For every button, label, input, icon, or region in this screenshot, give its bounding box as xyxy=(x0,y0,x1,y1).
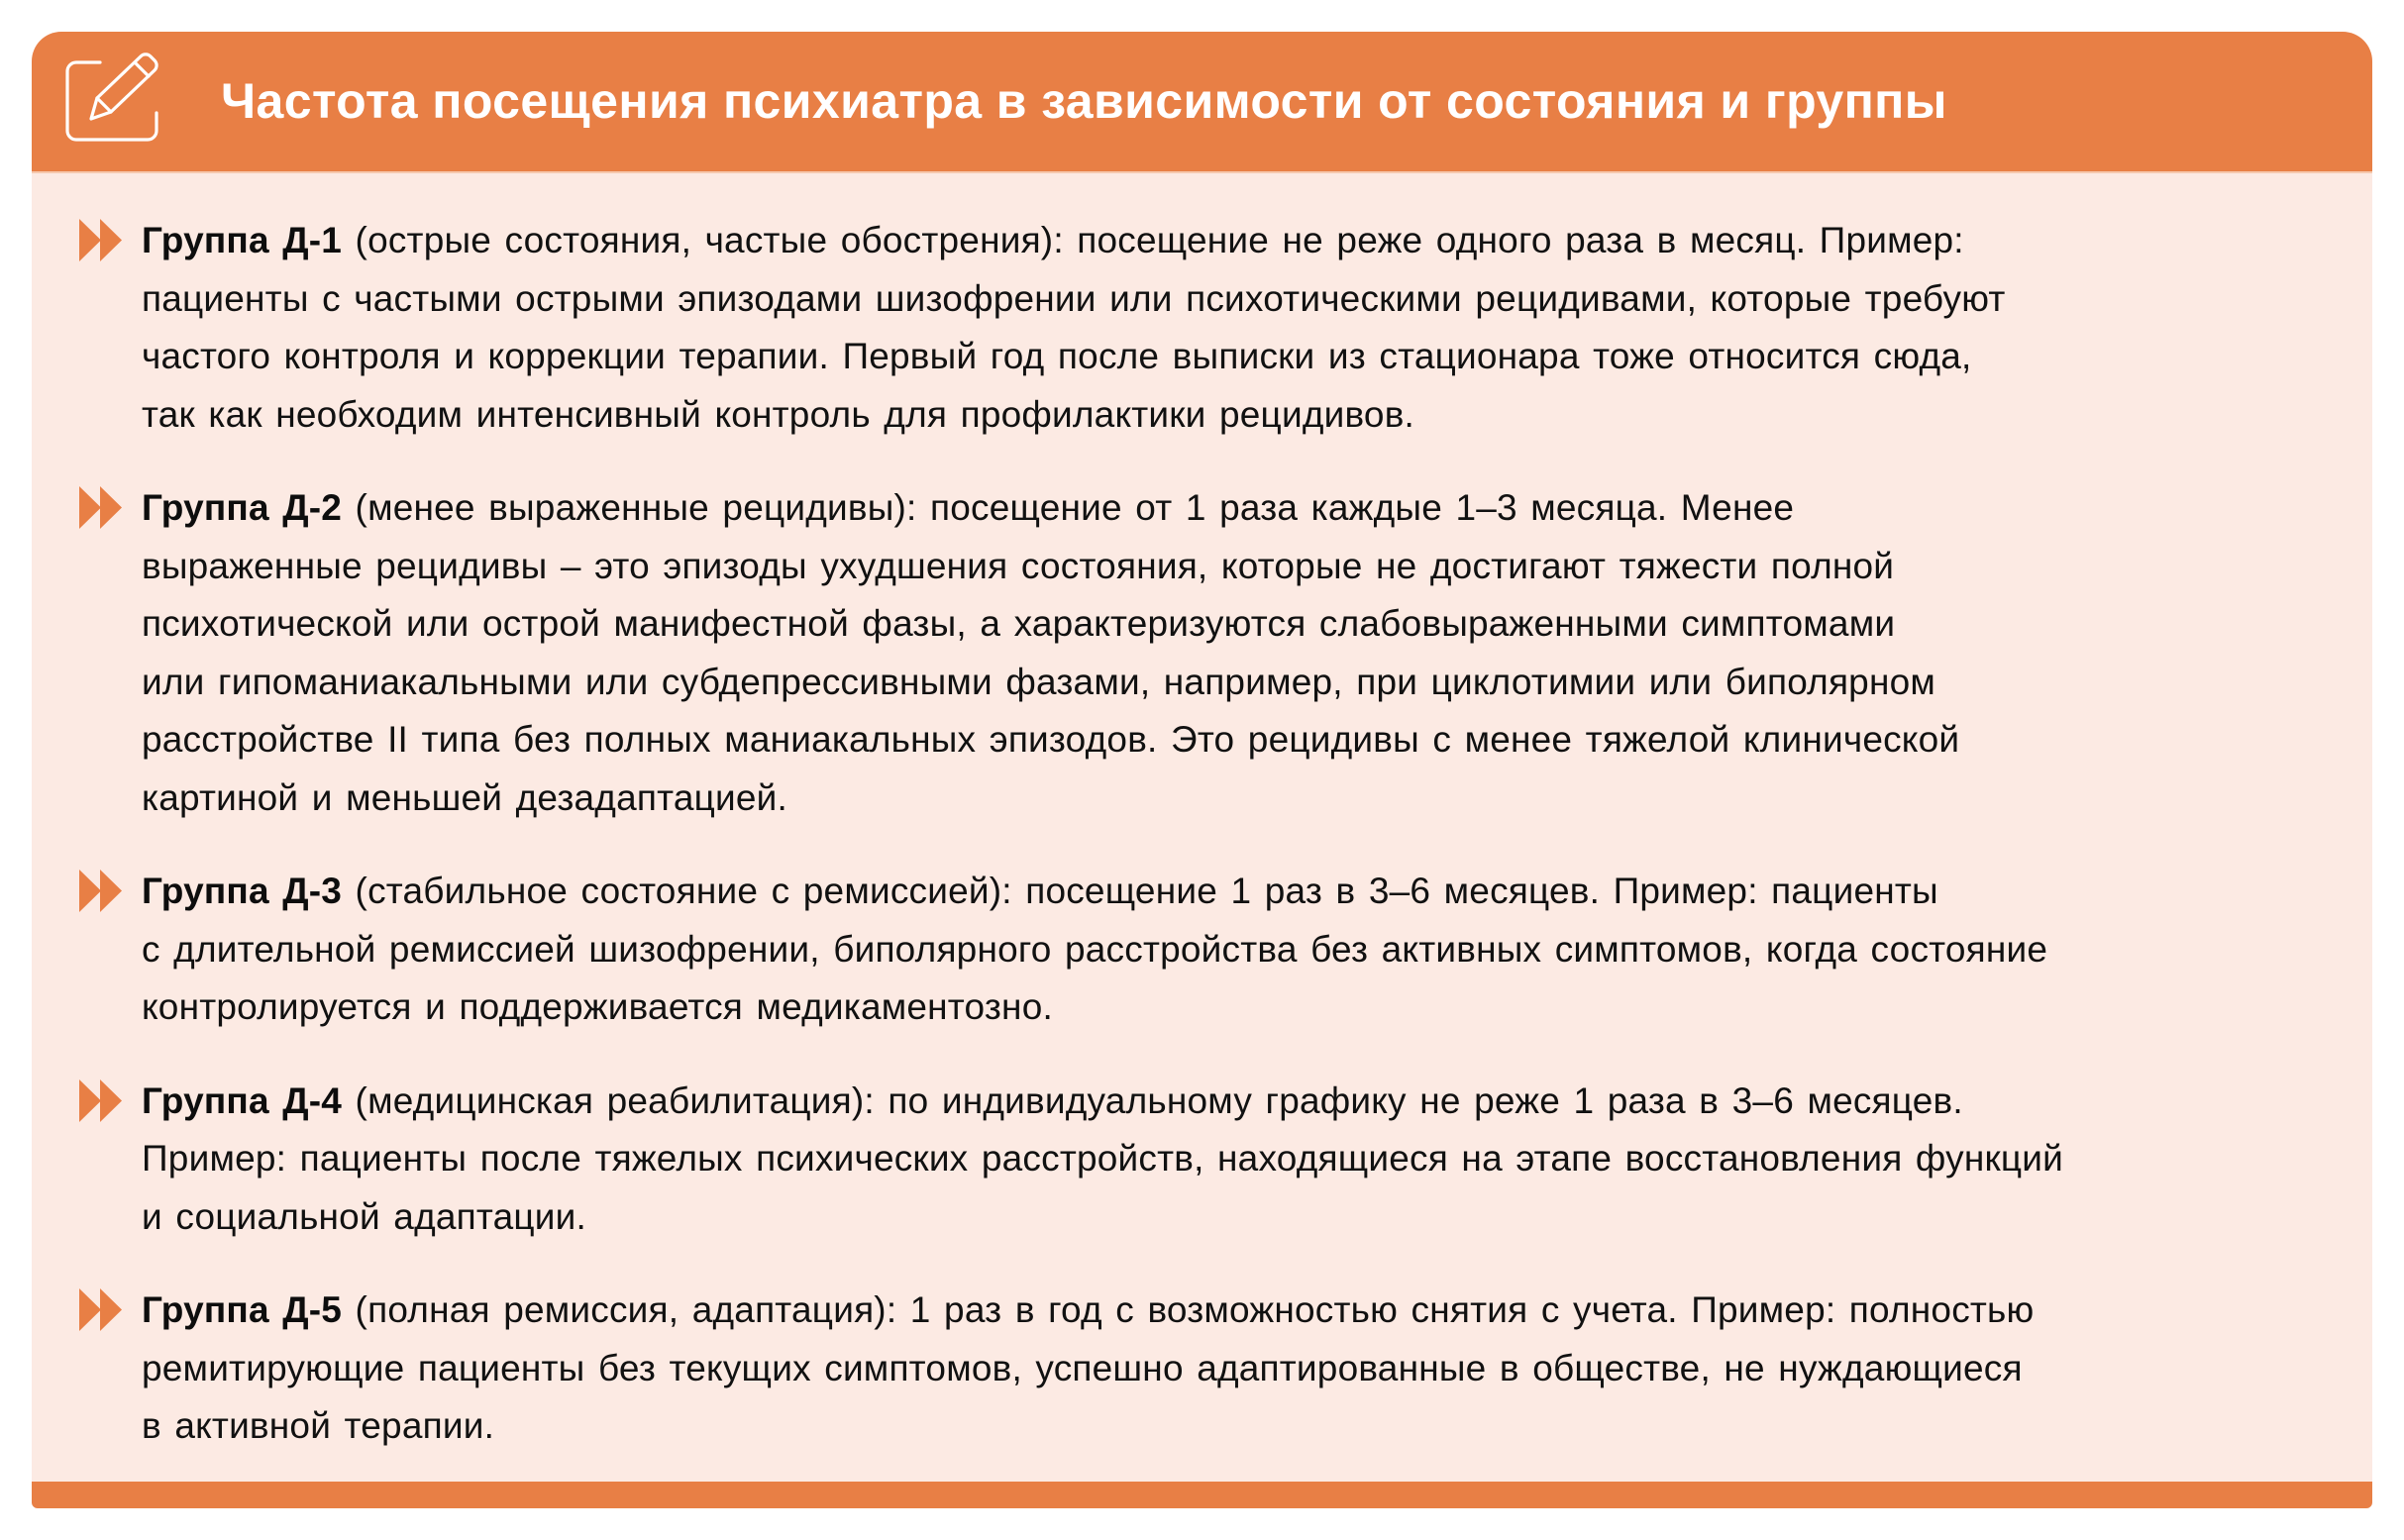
group-item-d2 xyxy=(32,479,2372,827)
text-line: пациенты с частыми острыми эпизодами шизофрении или психотическими рецидивами, которые требуют xyxy=(142,277,2006,319)
card-footer-bar xyxy=(32,1482,2372,1508)
edit-pencil-icon xyxy=(64,51,163,151)
group-name: Группа Д-2 xyxy=(142,487,343,528)
group-item-d3 xyxy=(32,863,2372,1037)
group-item-d1 xyxy=(32,212,2372,444)
text-line: Группа Д-2 (менее выраженные рецидивы): посещение от 1 раза каждые 1–3 месяца. Менее xyxy=(142,487,1795,528)
info-card xyxy=(32,32,2372,1508)
group-list xyxy=(32,212,2372,1491)
text-line: Группа Д-4 (медицинская реабилитация): по индивидуальному графику не реже 1 раза в 3–6 месяцев. xyxy=(142,1079,1963,1121)
text-line: в активной терапии. xyxy=(142,1405,495,1446)
group-description xyxy=(142,1073,2372,1247)
group-item-d5 xyxy=(32,1282,2372,1456)
double-chevron-right-icon xyxy=(79,219,123,261)
text-line: расстройстве II типа без полных маниакальных эпизодов. Это рецидивы с менее тяжелой клинической xyxy=(142,719,1960,760)
group-description xyxy=(142,1282,2372,1456)
group-name: Группа Д-5 xyxy=(142,1289,343,1330)
text-line: так как необходим интенсивный контроль для профилактики рецидивов. xyxy=(142,393,1415,435)
group-description xyxy=(142,479,2372,827)
group-description xyxy=(142,863,2372,1037)
card-header xyxy=(32,32,2372,173)
group-item-d4 xyxy=(32,1073,2372,1247)
text-line: Пример: пациенты после тяжелых психических расстройств, находящиеся на этапе восстановления функций xyxy=(142,1138,2063,1179)
double-chevron-right-icon xyxy=(79,486,123,529)
text-line: с длительной ремиссией шизофрении, биполярного расстройства без активных симптомов, когда состояние xyxy=(142,928,2048,970)
group-name: Группа Д-4 xyxy=(142,1079,343,1121)
text-line: картиной и меньшей дезадаптацией. xyxy=(142,776,787,818)
text-line: и социальной адаптации. xyxy=(142,1195,586,1237)
group-name: Группа Д-1 xyxy=(142,220,343,260)
group-description xyxy=(142,212,2372,444)
text-line: Группа Д-3 (стабильное состояние с ремиссией): посещение 1 раз в 3–6 месяцев. Пример: пациенты xyxy=(142,871,1938,911)
text-line: Группа Д-5 (полная ремиссия, адаптация): 1 раз в год с возможностью снятия с учета. Пример: полностью xyxy=(142,1289,2035,1330)
double-chevron-right-icon xyxy=(79,870,123,912)
text-line: или гипоманиакальными или субдепрессивными фазами, например, при циклотимии или биполярном xyxy=(142,661,1936,702)
card-title: Частота посещения психиатра в зависимости от состояния и группы xyxy=(221,73,1947,129)
text-line: ремитирующие пациенты без текущих симптомов, успешно адаптированные в обществе, не нуждающиеся xyxy=(142,1347,2023,1388)
text-line: частого контроля и коррекции терапии. Первый год после выписки из стационара тоже относится сюда, xyxy=(142,336,1972,376)
double-chevron-right-icon xyxy=(79,1288,123,1331)
group-name: Группа Д-3 xyxy=(142,871,343,911)
text-line: контролируется и поддерживается медикаментозно. xyxy=(142,986,1053,1027)
double-chevron-right-icon xyxy=(79,1079,123,1122)
text-line: Группа Д-1 (острые состояния, частые обострения): посещение не реже одного раза в месяц. Пример: xyxy=(142,220,1964,260)
text-line: психотической или острой манифестной фазы, а характеризуются слабовыраженными симптомами xyxy=(142,603,1896,644)
text-line: выраженные рецидивы – это эпизоды ухудшения состояния, которые не достигают тяжести полной xyxy=(142,545,1895,586)
